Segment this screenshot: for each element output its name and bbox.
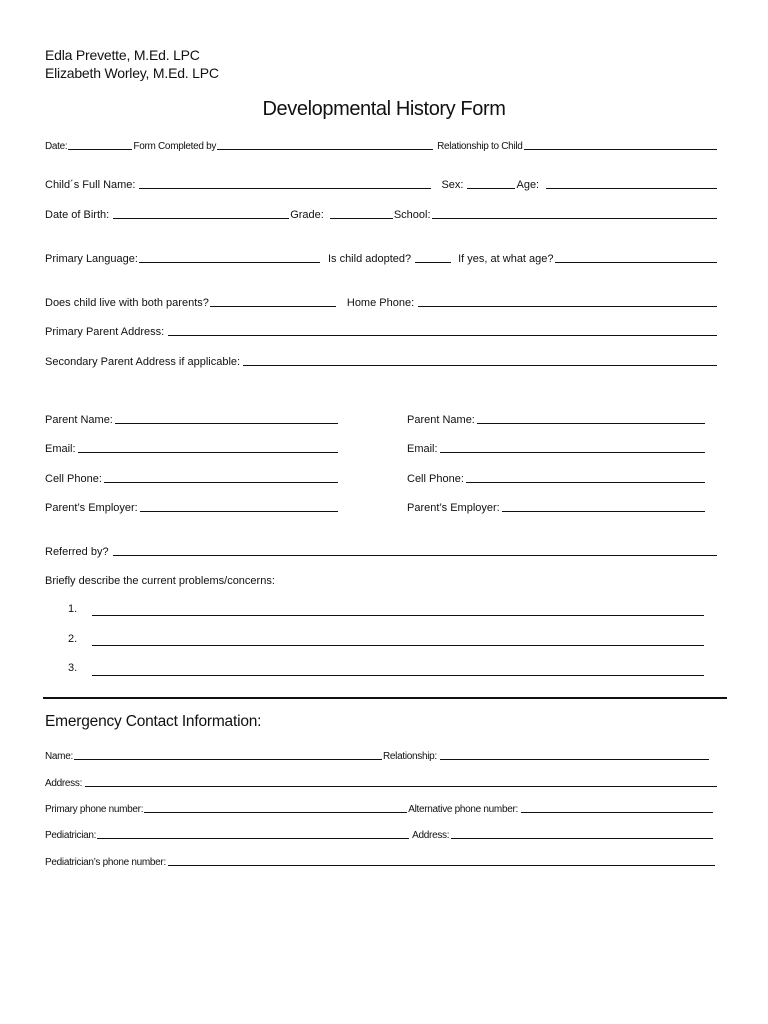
emergency-address-label: Address:: [45, 778, 83, 789]
home-phone-label: Home Phone:: [346, 297, 415, 309]
parent1-email-field[interactable]: [78, 452, 338, 453]
describe-problems-label: Briefly describe the current problems/concerns:: [45, 575, 275, 587]
parent1-employer-row: [45, 498, 338, 514]
parent1-email-row: [45, 439, 338, 455]
problem-line-2[interactable]: [92, 645, 704, 646]
row-pediatrician-phone: [45, 852, 716, 868]
problem-line-1[interactable]: [92, 615, 704, 616]
parent2-name-label: Parent Name:: [407, 414, 475, 426]
parent2-employer-row: [407, 498, 705, 514]
sex-field[interactable]: [467, 188, 515, 189]
parent1-name-row: [45, 410, 338, 426]
clinician-name-2: Elizabeth Worley, M.Ed. LPC: [45, 65, 219, 81]
clinician-name-1: Edla Prevette, M.Ed. LPC: [45, 47, 200, 63]
referred-by-label: Referred by?: [45, 546, 109, 558]
row-describe-problems: [45, 571, 718, 587]
date-field[interactable]: [68, 149, 132, 150]
pediatrician-phone-field[interactable]: [168, 865, 715, 866]
row-emergency-name: [45, 746, 710, 762]
relationship-to-child-field[interactable]: [524, 149, 717, 150]
live-with-both-parents-label: Does child live with both parents?: [45, 297, 209, 309]
date-of-birth-label: Date of Birth:: [45, 209, 110, 221]
parent2-cell-field[interactable]: [466, 482, 705, 483]
home-phone-field[interactable]: [418, 306, 717, 307]
parent1-employer-field[interactable]: [140, 511, 338, 512]
pediatrician-phone-label: Pediatrician’s phone number:: [45, 857, 166, 868]
form-completed-by-field[interactable]: [217, 149, 433, 150]
emergency-name-label: Name:: [45, 751, 73, 762]
parent1-name-label: Parent Name:: [45, 414, 113, 426]
row-secondary-address: [45, 352, 718, 368]
section-divider: [43, 697, 727, 699]
parent2-email-field[interactable]: [440, 452, 705, 453]
referred-by-field[interactable]: [113, 555, 717, 556]
date-label: Date:: [45, 141, 68, 152]
form-completed-by-label: Form Completed by: [133, 141, 217, 152]
emergency-address-field[interactable]: [85, 786, 717, 787]
pediatrician-label: Pediatrician:: [45, 830, 97, 841]
parent2-email-label: Email:: [407, 443, 438, 455]
date-of-birth-field[interactable]: [113, 218, 289, 219]
parent1-cell-label: Cell Phone:: [45, 473, 102, 485]
row-emergency-address: [45, 773, 718, 789]
row-emergency-phones: [45, 799, 714, 815]
childs-full-name-label: Child´s Full Name:: [45, 179, 136, 191]
emergency-name-field[interactable]: [74, 759, 382, 760]
parent1-cell-field[interactable]: [104, 482, 338, 483]
primary-phone-field[interactable]: [144, 812, 407, 813]
live-with-both-parents-field[interactable]: [210, 306, 336, 307]
alternative-phone-field[interactable]: [521, 812, 713, 813]
parent1-cell-row: [45, 469, 338, 485]
is-child-adopted-label: Is child adopted?: [327, 253, 412, 265]
problem-number-3: 3.: [68, 662, 78, 674]
childs-full-name-field[interactable]: [139, 188, 431, 189]
parent2-employer-field[interactable]: [502, 511, 705, 512]
parent1-name-field[interactable]: [115, 423, 338, 424]
grade-label: Grade:: [290, 209, 324, 221]
secondary-parent-address-field[interactable]: [243, 365, 717, 366]
primary-language-field[interactable]: [139, 262, 320, 263]
age-label: Age:: [516, 179, 540, 191]
parent2-cell-label: Cell Phone:: [407, 473, 464, 485]
form-title: Developmental History Form: [262, 98, 506, 120]
row-referred-by: [45, 542, 718, 558]
problem-number-1: 1.: [68, 603, 78, 615]
school-field[interactable]: [432, 218, 717, 219]
parent1-email-label: Email:: [45, 443, 76, 455]
parent2-cell-row: [407, 469, 705, 485]
adopted-age-label: If yes, at what age?: [458, 253, 554, 265]
parent2-name-row: [407, 410, 705, 426]
secondary-parent-address-label: Secondary Parent Address if applicable:: [45, 356, 241, 368]
is-child-adopted-field[interactable]: [415, 262, 451, 263]
row-primary-address: [45, 322, 718, 338]
pediatrician-field[interactable]: [97, 838, 409, 839]
school-label: School:: [393, 209, 431, 221]
row-pediatrician: [45, 825, 714, 841]
parent1-employer-label: Parent’s Employer:: [45, 502, 138, 514]
emergency-relationship-field[interactable]: [440, 759, 709, 760]
primary-parent-address-label: Primary Parent Address:: [45, 326, 165, 338]
grade-field[interactable]: [330, 218, 393, 219]
row-date: [45, 136, 718, 152]
row-child-name: [45, 175, 718, 191]
parent2-employer-label: Parent’s Employer:: [407, 502, 500, 514]
row-dob: [45, 205, 718, 221]
primary-phone-label: Primary phone number:: [45, 804, 144, 815]
problem-number-2: 2.: [68, 633, 78, 645]
primary-parent-address-field[interactable]: [168, 335, 717, 336]
primary-language-label: Primary Language:: [45, 253, 138, 265]
relationship-to-child-label: Relationship to Child: [437, 141, 523, 152]
parent2-name-field[interactable]: [477, 423, 705, 424]
emergency-relationship-label: Relationship:: [382, 751, 437, 762]
parent2-email-row: [407, 439, 705, 455]
row-language: [45, 249, 718, 265]
emergency-heading: Emergency Contact Information:: [45, 713, 262, 730]
alternative-phone-label: Alternative phone number:: [408, 804, 518, 815]
sex-label: Sex:: [441, 179, 464, 191]
problem-line-3[interactable]: [92, 675, 704, 676]
pediatrician-address-label: Address:: [412, 830, 450, 841]
adopted-age-field[interactable]: [555, 262, 717, 263]
age-field[interactable]: [546, 188, 717, 189]
row-both-parents: [45, 293, 718, 309]
pediatrician-address-field[interactable]: [451, 838, 713, 839]
